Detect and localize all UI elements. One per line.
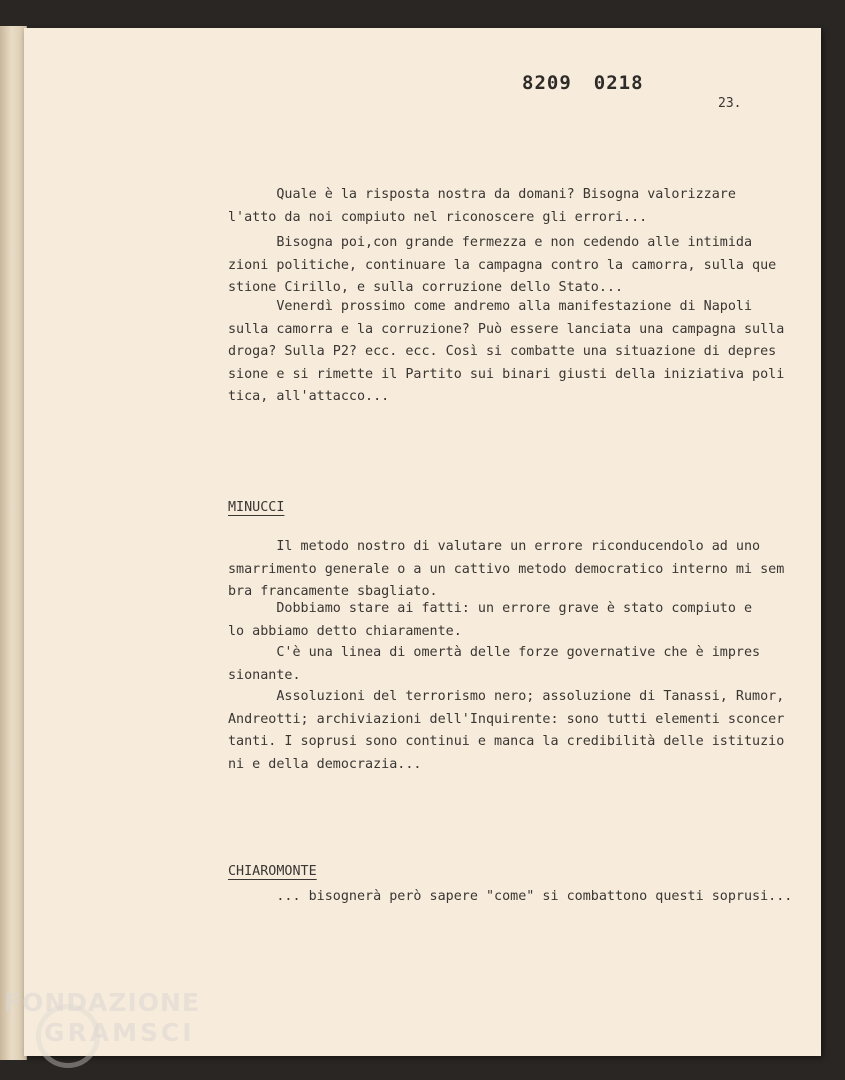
paragraph: Quale è la risposta nostra da domani? Bisogna valorizzare l'atto da noi compiuto nel riconoscere gli errori...	[228, 187, 736, 225]
speaker-heading-chiaromonte: CHIAROMONTE	[228, 864, 317, 879]
paragraph: Bisogna poi,con grande fermezza e non cedendo alle intimida zioni politiche, continuare la campagna contro la camorra, sulla que stione Cirillo, e sulla corruzione dello Stato...	[228, 235, 777, 295]
paragraph: Dobbiamo stare ai fatti: un errore grave è stato compiuto e lo abbiamo detto chiaramente.	[228, 601, 753, 639]
binder-edge	[0, 26, 27, 1060]
watermark-logo	[4, 988, 200, 1048]
paragraph: C'è una linea di omertà delle forze governative che è impres sionante.	[228, 645, 761, 683]
watermark-line1: FONDAZIONE	[4, 988, 201, 1017]
paragraph: ... bisognerà però sapere "come" si combattono questi soprusi...	[228, 889, 793, 904]
speaker-heading-minucci: MINUCCI	[228, 500, 285, 515]
paragraph: Il metodo nostro di valutare un errore riconducendolo ad uno smarrimento generale o a un cattivo metodo democratico interno mi sem bra francamente sbagliato.	[228, 539, 785, 599]
stamp-left: 8209	[522, 72, 572, 94]
document-page	[24, 28, 821, 1056]
stamp-right: 0218	[593, 72, 644, 94]
paragraph: Venerdì prossimo come andremo alla manifestazione di Napoli sulla camorra e la corruzione? Può essere lanciata una campagna sulla droga? Sulla P2? ecc. ecc. Così si combatte una situazione di depres sione e si rimette il Partito sui binari giusti della iniziativa poli tica, all'attacco...	[228, 299, 785, 404]
paragraph: Assoluzioni del terrorismo nero; assoluzione di Tanassi, Rumor, Andreotti; archiviazioni dell'Inquirente: sono tutti elementi sconcer tanti. I soprusi sono continui e manca la credibilità delle istituzio ni e della democrazia...	[228, 689, 785, 772]
archive-stamp	[522, 72, 666, 94]
watermark-line2: GRAMSCI	[44, 1018, 195, 1047]
page-number: 23.	[718, 96, 742, 111]
